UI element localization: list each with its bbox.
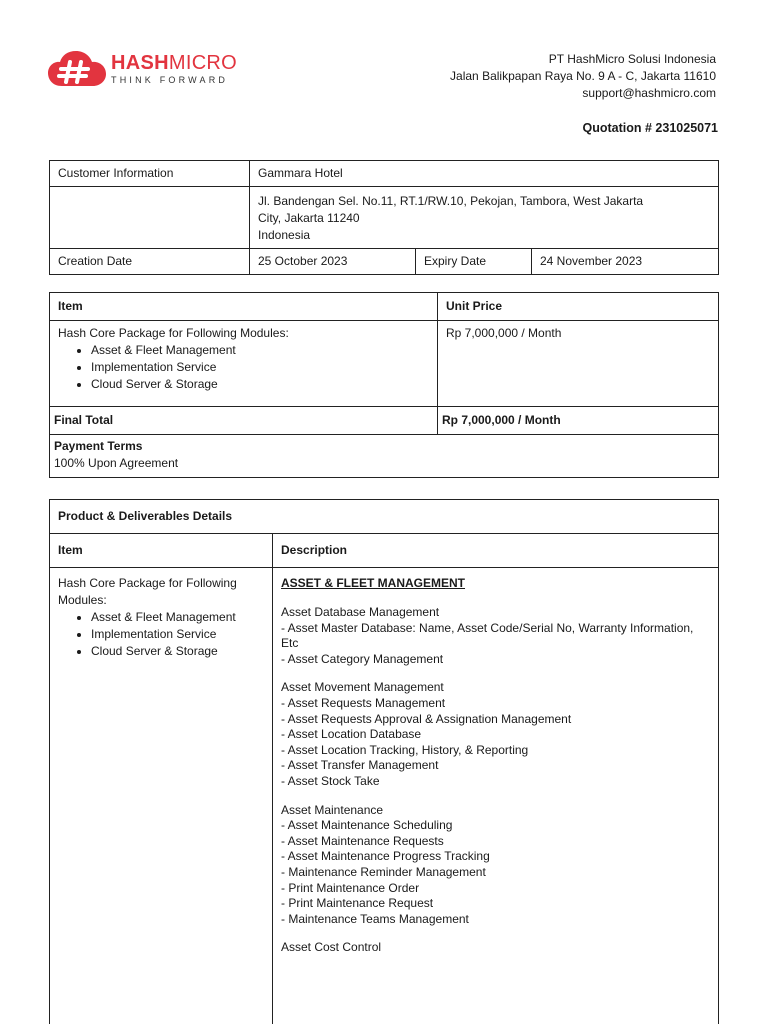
column-header-unit-price: Unit Price <box>438 293 719 321</box>
items-header-row <box>50 293 719 321</box>
group-title: Asset Cost Control <box>281 940 382 955</box>
feature-line: - Asset Master Database: Name, Asset Code/Serial No, Warranty Information, <box>281 620 694 635</box>
table-border <box>49 960 50 1024</box>
customer-name-row <box>50 161 719 187</box>
expiry-date: 24 November 2023 <box>532 249 719 275</box>
module-list <box>58 342 429 393</box>
deliverable-description-cell <box>273 568 719 1001</box>
expiry-date-label: Expiry Date <box>416 249 532 275</box>
feature-line: - Asset Requests Management <box>281 695 446 710</box>
company-name: PT HashMicro Solusi Indonesia <box>548 52 716 66</box>
payment-terms-value: 100% Upon Agreement <box>54 456 179 470</box>
unit-price: Rp 7,000,000 / Month <box>438 321 719 407</box>
brand-tagline: THINK FORWARD <box>111 75 229 85</box>
brand-name <box>111 53 237 73</box>
feature-line: - Print Maintenance Request <box>281 896 434 911</box>
group-title: Asset Maintenance <box>281 802 384 817</box>
creation-date: 25 October 2023 <box>250 249 416 275</box>
customer-address <box>250 187 719 249</box>
module-item: • Cloud Server & Storage <box>91 643 264 660</box>
deliverable-item-title: Modules: <box>58 593 107 607</box>
feature-line: - Maintenance Reminder Management <box>281 864 486 879</box>
deliverables-title: Product & Deliverables Details <box>50 500 719 534</box>
column-header-description: Description <box>273 534 719 568</box>
payment-terms-label: Payment Terms <box>54 439 143 453</box>
item-title: Hash Core Package for Following Modules: <box>58 326 289 340</box>
item-cell <box>50 321 438 407</box>
module-item: • Asset & Fleet Management <box>91 342 429 359</box>
address-line: Jl. Bandengan Sel. No.11, RT.1/RW.10, Pekojan, Tambora, West Jakarta <box>258 194 644 208</box>
customer-info-label: Customer Information <box>50 161 250 187</box>
creation-date-label: Creation Date <box>50 249 250 275</box>
quotation-number: Quotation # 231025071 <box>582 121 718 135</box>
dates-row <box>50 249 719 275</box>
payment-terms-cell <box>50 435 719 478</box>
group-title: Asset Database Management <box>281 605 440 619</box>
feature-line: - Asset Maintenance Requests <box>281 833 444 848</box>
brand-name-bold: HASH <box>111 52 169 74</box>
column-header-item: Item <box>50 534 273 568</box>
empty-cell <box>50 187 250 249</box>
module-item: • Implementation Service <box>91 359 429 376</box>
deliverable-item-cell <box>50 568 273 1001</box>
deliverables-header-row <box>50 534 719 568</box>
address-line: Indonesia <box>258 228 311 242</box>
deliverables-row <box>50 568 719 1001</box>
deliverable-module-list <box>58 609 264 660</box>
hashmicro-logo-icon <box>48 50 106 88</box>
items-table <box>49 292 719 478</box>
brand-name-thin: MICRO <box>168 52 238 74</box>
module-item: • Cloud Server & Storage <box>91 376 429 393</box>
company-logo <box>48 48 248 90</box>
final-total-value: Rp 7,000,000 / Month <box>438 407 719 435</box>
feature-line: - Asset Maintenance Progress Tracking <box>281 849 490 864</box>
feature-line: - Asset Stock Take <box>281 773 380 788</box>
final-total-label: Final Total <box>50 407 438 435</box>
company-email: support@hashmicro.com <box>582 86 716 100</box>
feature-line: - Asset Location Database <box>281 727 422 742</box>
table-border <box>718 960 719 1024</box>
deliverables-table <box>49 499 719 1001</box>
column-header-item: Item <box>50 293 438 321</box>
feature-line: Etc <box>281 636 299 651</box>
customer-info-table <box>49 160 719 275</box>
feature-line: - Maintenance Teams Management <box>281 911 469 926</box>
section-heading: ASSET & FLEET MANAGEMENT <box>281 576 466 590</box>
table-border <box>272 960 273 1024</box>
customer-address-row <box>50 187 719 249</box>
deliverable-item-title: Hash Core Package for Following <box>58 576 237 590</box>
item-row <box>50 321 719 407</box>
company-info <box>450 51 716 102</box>
feature-line: - Asset Requests Approval & Assignation Management <box>281 711 572 726</box>
final-total-row <box>50 407 719 435</box>
module-item: • Asset & Fleet Management <box>91 609 264 626</box>
feature-line: - Asset Category Management <box>281 651 444 666</box>
feature-line: - Asset Maintenance Scheduling <box>281 818 453 833</box>
module-item: • Implementation Service <box>91 626 264 643</box>
deliverables-title-row <box>50 500 719 534</box>
page-cutoff <box>49 970 721 1030</box>
feature-line: - Asset Location Tracking, History, & Reporting <box>281 742 529 757</box>
feature-line: - Asset Transfer Management <box>281 758 439 773</box>
feature-line: - Print Maintenance Order <box>281 880 420 895</box>
address-line: City, Jakarta 11240 <box>258 211 360 225</box>
group-title: Asset Movement Management <box>281 680 444 695</box>
customer-name: Gammara Hotel <box>250 161 719 187</box>
company-address: Jalan Balikpapan Raya No. 9 A - C, Jakarta 11610 <box>450 69 716 83</box>
payment-terms-row <box>50 435 719 478</box>
